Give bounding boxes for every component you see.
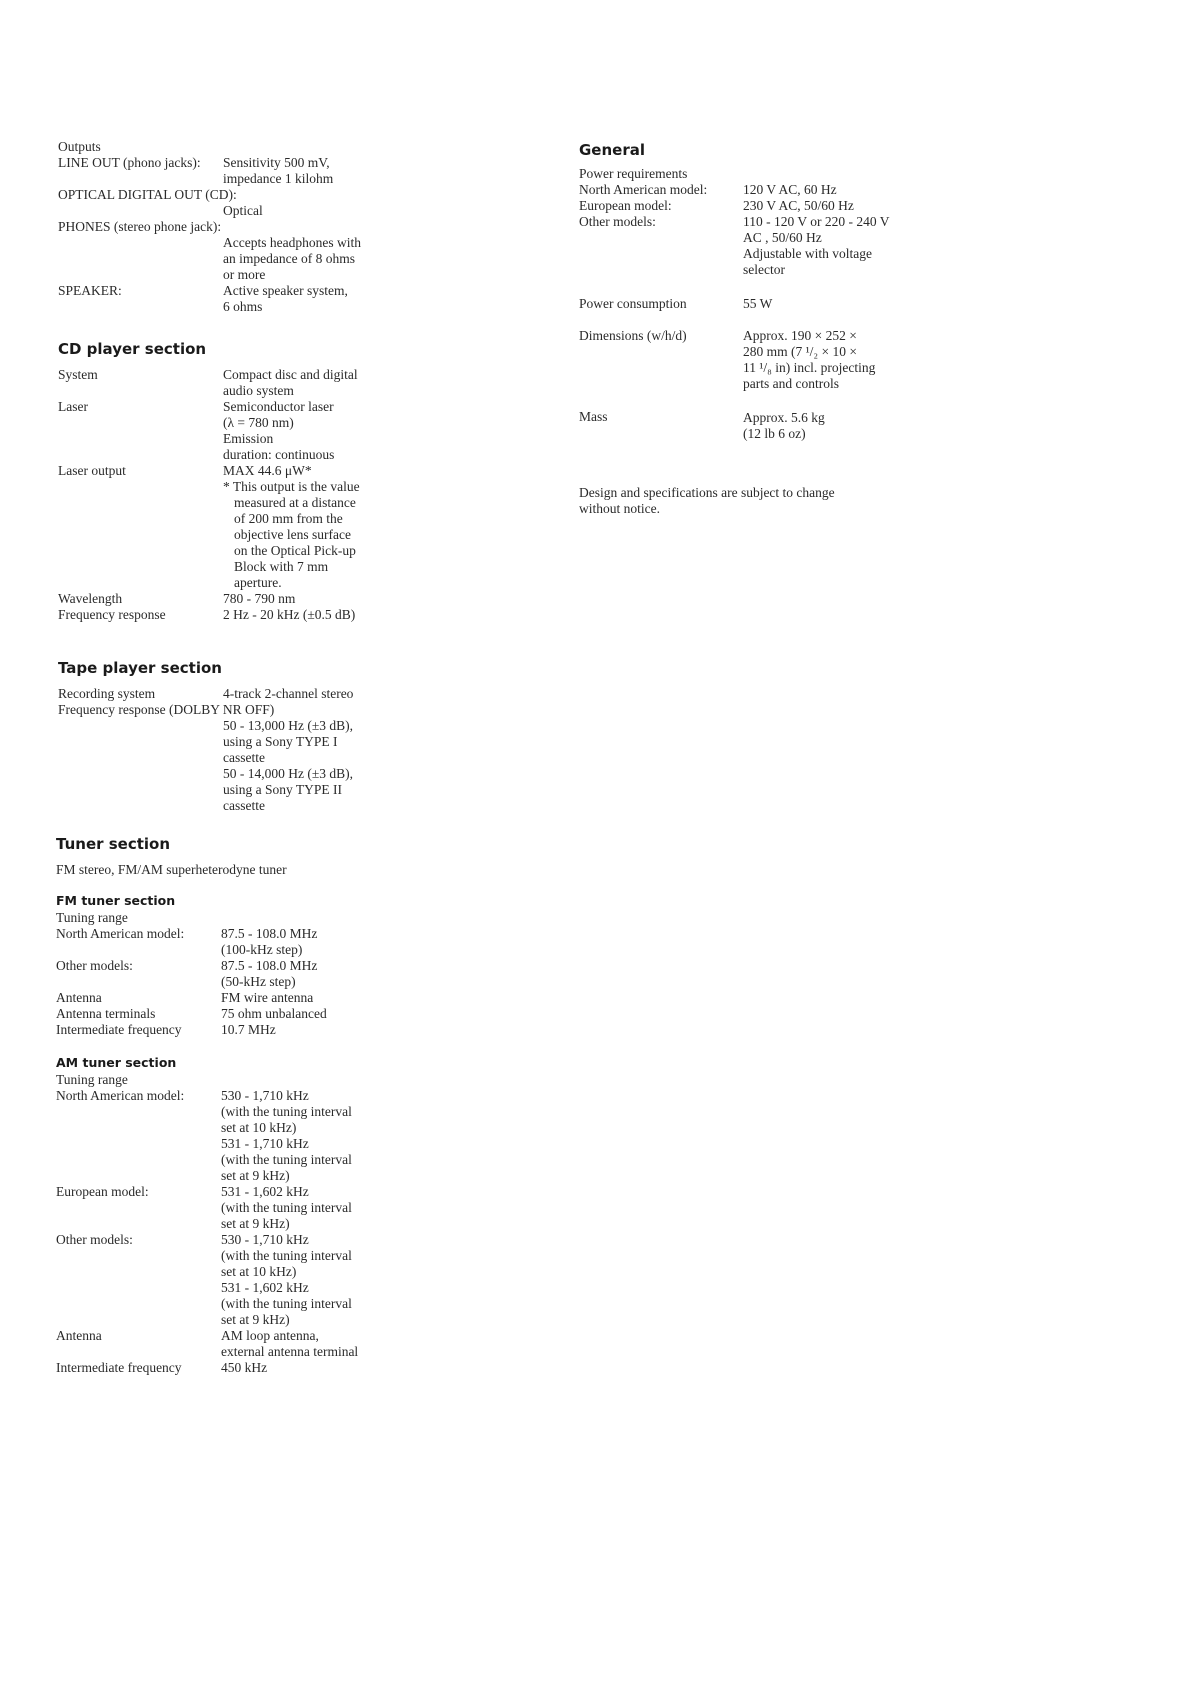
fm-na-label: North American model: xyxy=(56,926,185,941)
am-antenna-value: external antenna terminal xyxy=(221,1344,359,1359)
am-section-heading: AM tuner section xyxy=(56,1055,177,1070)
cd-laser-value: Emission xyxy=(223,431,274,446)
tape-recording-value: 4-track 2-channel stereo xyxy=(223,686,354,701)
speaker-value: Active speaker system, xyxy=(223,283,348,298)
speaker-value: 6 ohms xyxy=(223,299,263,314)
cd-wavelength-value: 780 - 790 nm xyxy=(223,591,296,606)
optical-out-label: OPTICAL DIGITAL OUT (CD): xyxy=(58,187,237,202)
fm-section-heading: FM tuner section xyxy=(56,893,176,908)
am-na-value: set at 10 kHz) xyxy=(221,1120,297,1135)
am-tuning-range-label: Tuning range xyxy=(56,1072,128,1087)
fm-if-value: 10.7 MHz xyxy=(221,1022,276,1037)
am-other-value: set at 9 kHz) xyxy=(221,1312,290,1327)
power-other-value: 110 - 120 V or 220 - 240 V xyxy=(743,214,890,229)
am-na-value: 531 - 1,710 kHz xyxy=(221,1136,309,1151)
tape-frequency-value: using a Sony TYPE II xyxy=(223,782,343,797)
am-other-value: set at 10 kHz) xyxy=(221,1264,297,1279)
am-na-label: North American model: xyxy=(56,1088,185,1103)
general-section-heading: General xyxy=(579,141,645,159)
speaker-label: SPEAKER: xyxy=(58,283,122,298)
am-if-label: Intermediate frequency xyxy=(56,1360,182,1375)
cd-laser-note: * This output is the value xyxy=(223,479,360,494)
phones-value: or more xyxy=(223,267,266,282)
fm-terminals-label: Antenna terminals xyxy=(56,1006,156,1021)
am-na-value: (with the tuning interval xyxy=(221,1104,352,1119)
tape-recording-label: Recording system xyxy=(58,686,156,701)
cd-laser-note: on the Optical Pick-up xyxy=(234,543,356,558)
mass-label: Mass xyxy=(579,409,608,424)
line-out-label: LINE OUT (phono jacks): xyxy=(58,155,201,170)
phones-value: an impedance of 8 ohms xyxy=(223,251,355,266)
dimensions-value: Approx. 190 × 252 × xyxy=(743,328,857,343)
fm-other-label: Other models: xyxy=(56,958,133,973)
tuner-section-heading: Tuner section xyxy=(56,835,171,853)
am-na-value: (with the tuning interval xyxy=(221,1152,352,1167)
cd-laser-label: Laser xyxy=(58,399,88,414)
am-eu-value: (with the tuning interval xyxy=(221,1200,352,1215)
cd-frequency-label: Frequency response xyxy=(58,607,166,622)
cd-frequency-value: 2 Hz - 20 kHz (±0.5 dB) xyxy=(223,607,356,622)
tape-section-heading: Tape player section xyxy=(58,659,222,677)
cd-system-value: audio system xyxy=(223,383,294,398)
cd-laser-value: Semiconductor laser xyxy=(223,399,334,414)
cd-laser-value: duration: continuous xyxy=(223,447,335,462)
power-other-label: Other models: xyxy=(579,214,656,229)
cd-laser-note: objective lens surface xyxy=(234,527,351,542)
outputs-title: Outputs xyxy=(58,139,101,154)
tape-frequency-value: 50 - 14,000 Hz (±3 dB), xyxy=(223,766,354,781)
am-other-label: Other models: xyxy=(56,1232,133,1247)
power-other-value: Adjustable with voltage xyxy=(743,246,872,261)
mass-value: (12 lb 6 oz) xyxy=(743,426,806,441)
am-if-value: 450 kHz xyxy=(221,1360,268,1375)
fm-terminals-value: 75 ohm unbalanced xyxy=(221,1006,327,1021)
cd-laser-note: of 200 mm from the xyxy=(234,511,343,526)
power-na-label: North American model: xyxy=(579,182,708,197)
fm-tuning-range-label: Tuning range xyxy=(56,910,128,925)
tape-frequency-value: cassette xyxy=(223,798,265,813)
am-eu-value: 531 - 1,602 kHz xyxy=(221,1184,309,1199)
mass-value: Approx. 5.6 kg xyxy=(743,410,825,425)
power-na-value: 120 V AC, 60 Hz xyxy=(743,182,837,197)
power-consumption-label: Power consumption xyxy=(579,296,687,311)
am-other-value: (with the tuning interval xyxy=(221,1296,352,1311)
phones-value: Accepts headphones with xyxy=(223,235,361,250)
dimensions-label: Dimensions (w/h/d) xyxy=(579,328,687,343)
tuner-description: FM stereo, FM/AM superheterodyne tuner xyxy=(56,862,287,877)
cd-system-value: Compact disc and digital xyxy=(223,367,358,382)
dimensions-value: 11 ¹/₈ in) incl. projecting xyxy=(743,360,876,375)
cd-laser-note: Block with 7 mm xyxy=(234,559,329,574)
power-requirements-label: Power requirements xyxy=(579,166,688,181)
power-eu-value: 230 V AC, 50/60 Hz xyxy=(743,198,854,213)
cd-wavelength-label: Wavelength xyxy=(58,591,123,606)
cd-laser-note: aperture. xyxy=(234,575,282,590)
dimensions-value: 280 mm (7 ¹/₂ × 10 × xyxy=(743,344,857,359)
fm-other-value: 87.5 - 108.0 MHz xyxy=(221,958,318,973)
line-out-value: Sensitivity 500 mV, xyxy=(223,155,330,170)
am-eu-label: European model: xyxy=(56,1184,149,1199)
tape-frequency-value: using a Sony TYPE I xyxy=(223,734,338,749)
notice-text: without notice. xyxy=(579,501,660,516)
power-consumption-value: 55 W xyxy=(743,296,773,311)
tape-frequency-value: 50 - 13,000 Hz (±3 dB), xyxy=(223,718,354,733)
line-out-value: impedance 1 kilohm xyxy=(223,171,334,186)
cd-section-heading: CD player section xyxy=(58,340,207,358)
fm-antenna-value: FM wire antenna xyxy=(221,990,314,1005)
am-na-value: set at 9 kHz) xyxy=(221,1168,290,1183)
am-other-value: (with the tuning interval xyxy=(221,1248,352,1263)
optical-out-value: Optical xyxy=(223,203,263,218)
cd-laser-output-value: MAX 44.6 μW* xyxy=(223,463,312,478)
fm-na-value: 87.5 - 108.0 MHz xyxy=(221,926,318,941)
power-other-value: selector xyxy=(743,262,785,277)
am-other-value: 530 - 1,710 kHz xyxy=(221,1232,309,1247)
power-other-value: AC , 50/60 Hz xyxy=(743,230,822,245)
am-na-value: 530 - 1,710 kHz xyxy=(221,1088,309,1103)
fm-na-value: (100-kHz step) xyxy=(221,942,303,957)
cd-laser-output-label: Laser output xyxy=(58,463,126,478)
fm-other-value: (50-kHz step) xyxy=(221,974,296,989)
am-eu-value: set at 9 kHz) xyxy=(221,1216,290,1231)
dimensions-value: parts and controls xyxy=(743,376,839,391)
cd-laser-note: measured at a distance xyxy=(234,495,356,510)
power-eu-label: European model: xyxy=(579,198,672,213)
am-antenna-value: AM loop antenna, xyxy=(221,1328,319,1343)
am-antenna-label: Antenna xyxy=(56,1328,102,1343)
tape-frequency-label: Frequency response (DOLBY NR OFF) xyxy=(58,702,275,717)
fm-if-label: Intermediate frequency xyxy=(56,1022,182,1037)
phones-label: PHONES (stereo phone jack): xyxy=(58,219,222,234)
notice-text: Design and specifications are subject to change xyxy=(579,485,835,500)
cd-laser-value: (λ = 780 nm) xyxy=(223,415,294,430)
am-other-value: 531 - 1,602 kHz xyxy=(221,1280,309,1295)
fm-antenna-label: Antenna xyxy=(56,990,102,1005)
tape-frequency-value: cassette xyxy=(223,750,265,765)
cd-system-label: System xyxy=(58,367,98,382)
